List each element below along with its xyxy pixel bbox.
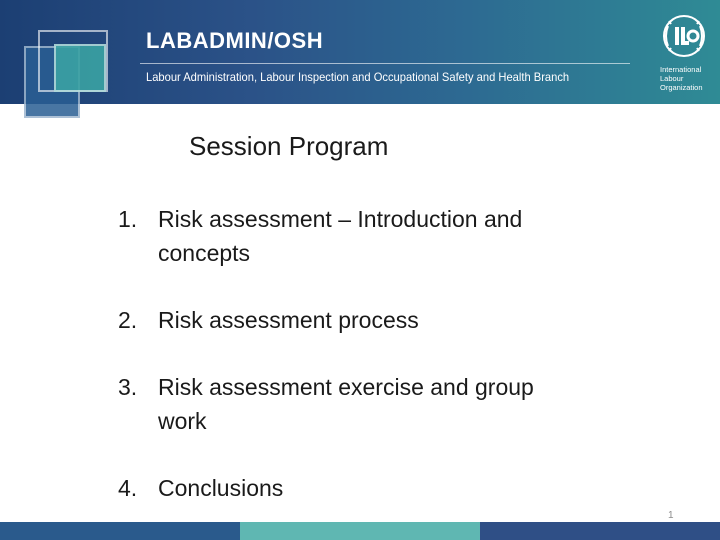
org-line: Labour <box>660 74 684 83</box>
decor-square-teal <box>54 44 106 92</box>
list-item <box>118 202 588 270</box>
session-program-list <box>118 202 588 538</box>
org-line: International <box>660 65 702 74</box>
organization-name <box>660 65 718 92</box>
list-item <box>118 303 588 337</box>
banner-title: LABADMIN/OSH <box>146 28 324 53</box>
list-item-text: Conclusions <box>158 475 284 501</box>
list-item <box>118 370 588 438</box>
list-item-text: Risk assessment – Introduction and concepts <box>158 206 523 266</box>
list-item-text: Risk assessment process <box>158 307 419 333</box>
slide-heading: Session Program <box>189 131 389 161</box>
list-item-text: Risk assessment exercise and group work <box>158 374 534 434</box>
footer-segment <box>240 522 480 540</box>
page-number: 1 <box>668 510 674 521</box>
list-item-number: 1. <box>118 206 138 232</box>
ilo-emblem-icon <box>660 12 708 60</box>
header-banner <box>0 0 720 104</box>
banner-divider <box>140 63 630 64</box>
footer-segment <box>480 522 720 540</box>
list-item <box>118 471 588 505</box>
footer-segment <box>0 522 240 540</box>
footer-bar <box>0 522 720 540</box>
list-item-number: 3. <box>118 374 138 400</box>
banner-subtitle: Labour Administration, Labour Inspection and Occupational Safety and Health Branch <box>146 70 570 84</box>
org-line: Organization <box>660 83 703 92</box>
list-item-number: 2. <box>118 307 138 333</box>
list-item-number: 4. <box>118 475 138 501</box>
